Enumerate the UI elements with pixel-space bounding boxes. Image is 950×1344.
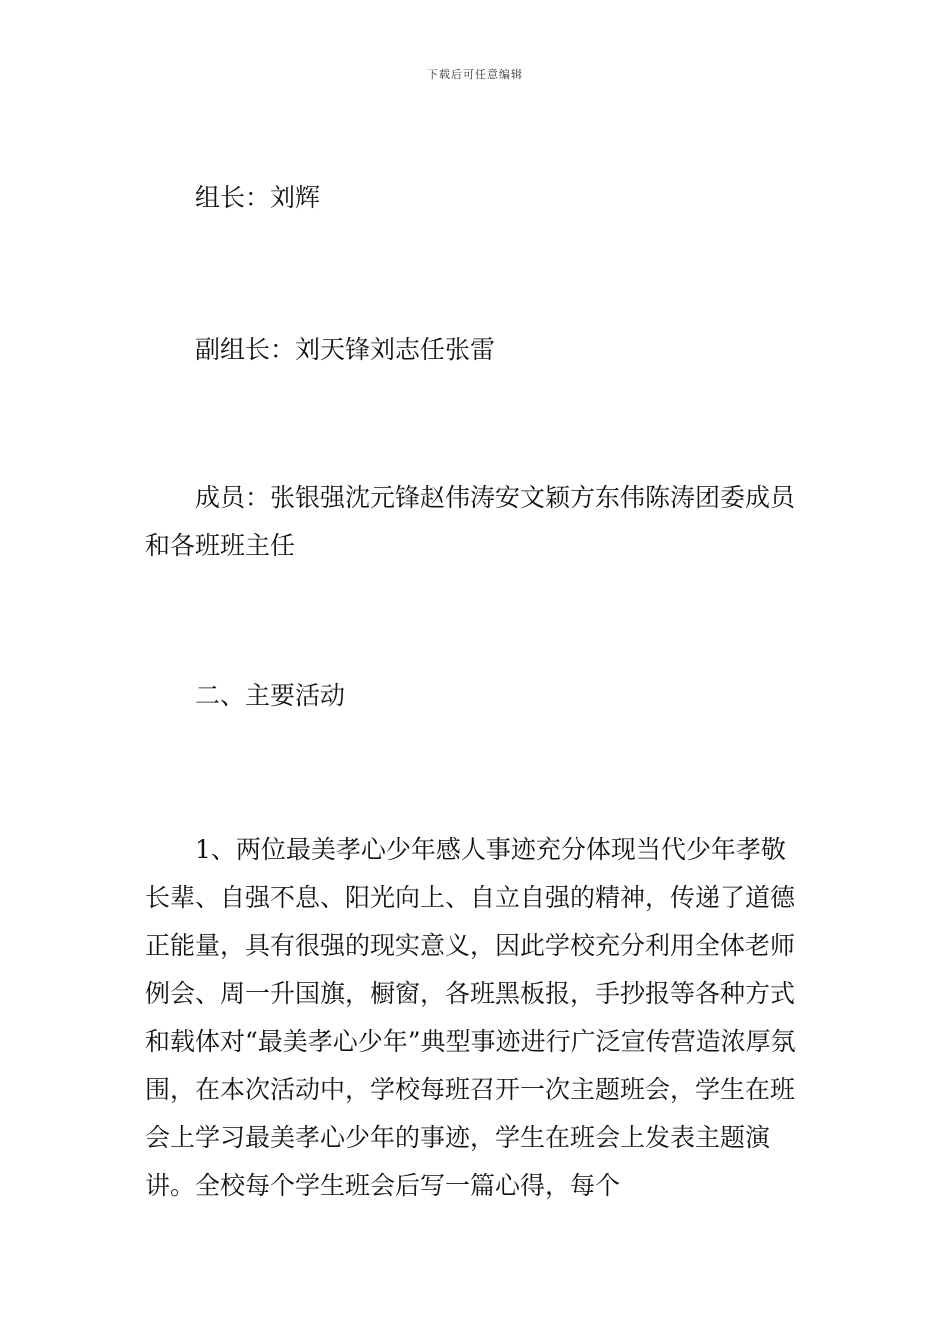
members-paragraph: 成员：张银强沈元锋赵伟涛安文颖方东伟陈涛团委成员和各班班主任 (145, 483, 796, 560)
leader-line: 组长：刘辉 (195, 183, 321, 212)
activity-paragraph: 1、两位最美孝心少年感人事迹充分体现当代少年孝敬长辈、自强不息、阳光向上、自立自强的精神，传递了道德正能量，具有很强的现实意义，因此学校充分利用全体老师例会、周一升国旗，橱窗，各班黑板报，手抄报等各种方式和载体对“最美孝心少年”典型事迹进行广泛宣传营造浓厚氛围，在本次活动中，学校每班召开一次主题班会，学生在班会上学习最美孝心少年的事迹，学生在班会上发表主题演讲。全校每个学生班会后写一篇心得，每个 (145, 835, 796, 1200)
deputy-leader-line: 副组长：刘天锋刘志任张雷 (195, 335, 496, 364)
page-header-note: 下载后可任意编辑 (427, 68, 523, 81)
section-heading: 二、主要活动 (195, 681, 346, 710)
